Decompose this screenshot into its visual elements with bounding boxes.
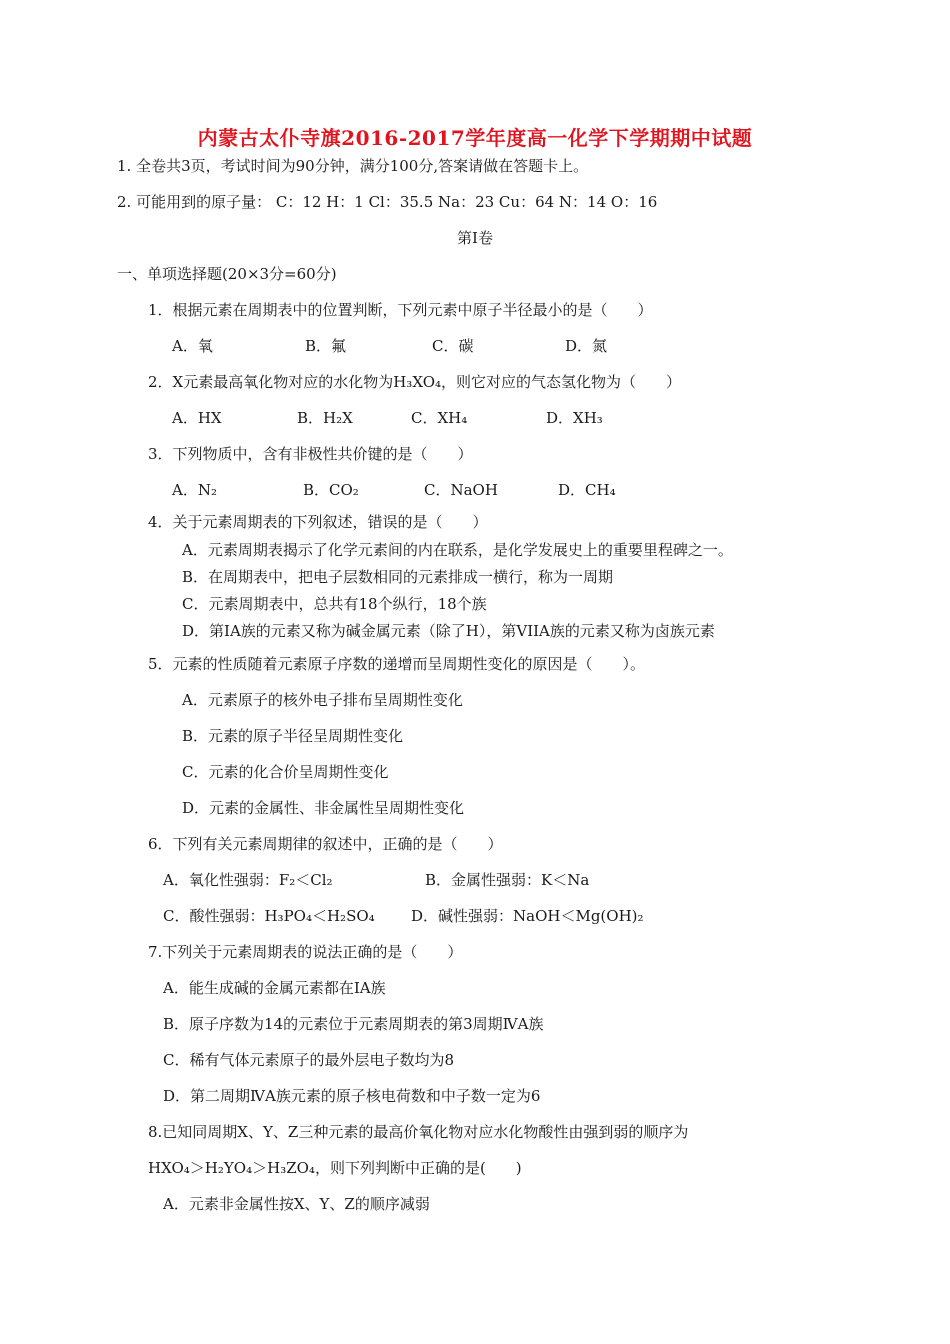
question-6-option-b: B．金属性强弱：K＜Na (425, 871, 590, 889)
question-1-option-d: D．氮 (565, 337, 608, 355)
question-7-option-c: C．稀有气体元素原子的最外层电子数均为8 (163, 1051, 455, 1069)
question-4-option-d: D．第IA族的元素又称为碱金属元素（除了H），第VIIA族的元素又称为卤族元素 (182, 622, 715, 640)
exam-title: 内蒙古太仆寺旗2016-2017学年度高一化学下学期期中试题 (197, 126, 753, 150)
question-2-option-b: B．H₂X (297, 409, 353, 427)
question-6-stem: 6．下列有关元素周期律的叙述中，正确的是（ ） (148, 835, 503, 853)
note-2: 2. 可能用到的原子量： C：12 H：1 Cl：35.5 Na：23 Cu：64 N：14 O：16 (117, 193, 658, 211)
question-4-option-c: C．元素周期表中，总共有18个纵行，18个族 (182, 595, 487, 613)
question-1-option-a: A．氧 (172, 337, 213, 355)
question-3-option-b: B．CO₂ (303, 481, 359, 499)
question-6-option-c: C．酸性强弱：H₃PO₄＜H₂SO₄ (163, 907, 375, 925)
question-6-option-a: A．氧化性强弱：F₂＜Cl₂ (163, 871, 333, 889)
question-4-stem: 4．关于元素周期表的下列叙述，错误的是（ ） (148, 513, 488, 531)
question-4-option-b: B．在周期表中，把电子层数相同的元素排成一横行，称为一周期 (182, 568, 614, 586)
section-heading: 一、单项选择题(20×3分=60分) (117, 265, 337, 283)
question-5-option-a: A．元素原子的核外电子排布呈周期性变化 (182, 691, 463, 709)
question-7-option-b: B．原子序数为14的元素位于元素周期表的第3周期ⅣA族 (163, 1015, 544, 1033)
question-5-option-d: D．元素的金属性、非金属性呈周期性变化 (182, 799, 465, 817)
question-1-option-b: B．氟 (305, 337, 347, 355)
question-8-stem-line-2: HXO₄＞H₂YO₄＞H₃ZO₄，则下列判断中正确的是( ) (148, 1159, 522, 1177)
question-8-stem-line-1: 8.已知同周期X、Y、Z三种元素的最高价氧化物对应水化物酸性由强到弱的顺序为 (148, 1123, 689, 1141)
question-2-option-d: D．XH₃ (546, 409, 603, 427)
question-5-stem: 5．元素的性质随着元素原子序数的递增而呈周期性变化的原因是（ ）。 (148, 655, 646, 673)
question-2-option-c: C．XH₄ (411, 409, 468, 427)
question-3-option-d: D．CH₄ (558, 481, 616, 499)
question-8-option-a: A．元素非金属性按X、Y、Z的顺序减弱 (163, 1195, 430, 1213)
question-4-option-a: A．元素周期表揭示了化学元素间的内在联系，是化学发展史上的重要里程碑之一。 (182, 541, 733, 559)
question-3-option-a: A．N₂ (172, 481, 217, 499)
question-2-option-a: A．HX (172, 409, 222, 427)
question-6-option-d: D．碱性强弱：NaOH＜Mg(OH)₂ (411, 907, 644, 925)
question-7-option-d: D．第二周期ⅣA族元素的原子核电荷数和中子数一定为6 (163, 1087, 541, 1105)
question-5-option-b: B．元素的原子半径呈周期性变化 (182, 727, 404, 745)
note-1: 1. 全卷共3页，考试时间为90分钟，满分100分,答案请做在答题卡上。 (117, 157, 589, 175)
question-1-option-c: C．碳 (432, 337, 474, 355)
question-3-stem: 3．下列物质中，含有非极性共价键的是（ ） (148, 445, 473, 463)
question-2-stem: 2．X元素最高氧化物对应的水化物为H₃XO₄，则它对应的气态氢化物为（ ） (148, 373, 682, 391)
question-5-option-c: C．元素的化合价呈周期性变化 (182, 763, 389, 781)
question-7-option-a: A．能生成碱的金属元素都在ⅠA族 (163, 979, 386, 997)
question-7-stem: 7.下列关于元素周期表的说法正确的是（ ） (148, 943, 463, 961)
volume-heading: 第Ⅰ卷 (457, 229, 493, 247)
question-1-stem: 1．根据元素在周期表中的位置判断，下列元素中原子半径最小的是（ ） (148, 301, 653, 319)
question-3-option-c: C．NaOH (424, 481, 498, 499)
